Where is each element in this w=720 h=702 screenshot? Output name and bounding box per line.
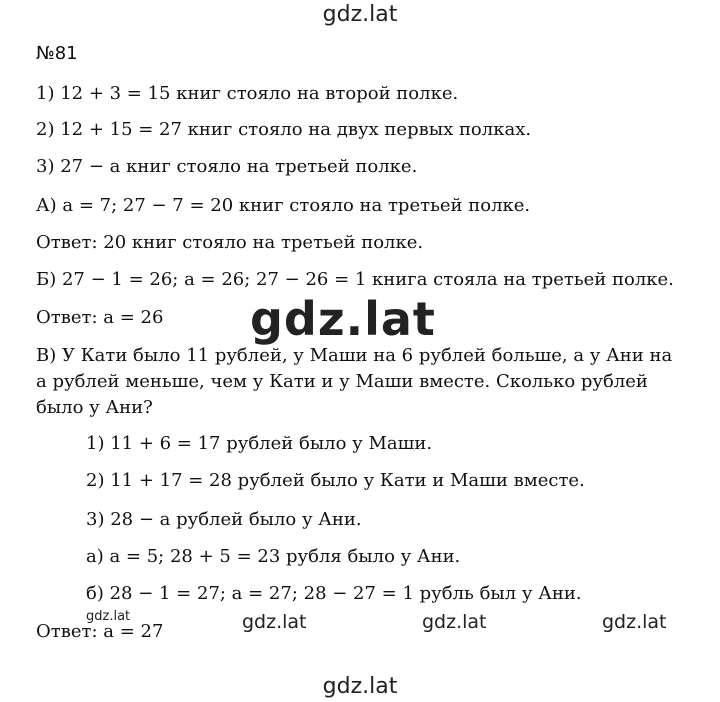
solution-line: 2) 12 + 15 = 27 книг стояло на двух первых полках. [36,119,532,140]
answer-line: Ответ: 20 книг стояло на третьей полке. [36,232,424,253]
watermark-center: gdz.lat [250,292,436,346]
solution-line: б) 28 − 1 = 27; a = 27; 28 − 27 = 1 рубль был у Ани. [86,583,582,604]
problem-number: №81 [36,43,78,64]
watermark-row-3: gdz.lat [602,611,667,633]
watermark-small: gdz.lat [86,609,131,624]
solution-line: 2) 11 + 17 = 28 рублей было у Кати и Маши вместе. [86,470,585,491]
watermark-row-1: gdz.lat [242,611,307,633]
solution-line: Б) 27 − 1 = 26; a = 26; 27 − 26 = 1 книга стояла на третьей полке. [36,269,674,290]
solution-line: 1) 12 + 3 = 15 книг стояло на второй полке. [36,83,459,104]
solution-line: 3) 27 − a книг стояло на третьей полке. [36,156,418,177]
solution-line: 3) 28 − a рублей было у Ани. [86,509,362,530]
watermark-bottom: gdz.lat [322,674,398,699]
watermark-top: gdz.lat [322,2,398,27]
problem-statement: В) У Кати было 11 рублей, у Маши на 6 рублей больше, а у Ани на a рублей меньше, чем у Кати и у Маши вместе. Сколько рублей было у Ани? [36,345,673,418]
answer-line: Ответ: a = 27 [36,621,164,642]
solution-line: 1) 11 + 6 = 17 рублей было у Маши. [86,433,433,454]
watermark-row-2: gdz.lat [422,611,487,633]
solution-line: а) a = 5; 28 + 5 = 23 рубля было у Ани. [86,546,461,567]
solution-line: А) a = 7; 27 − 7 = 20 книг стояло на третьей полке. [36,195,531,216]
answer-line: Ответ: a = 26 [36,307,164,328]
